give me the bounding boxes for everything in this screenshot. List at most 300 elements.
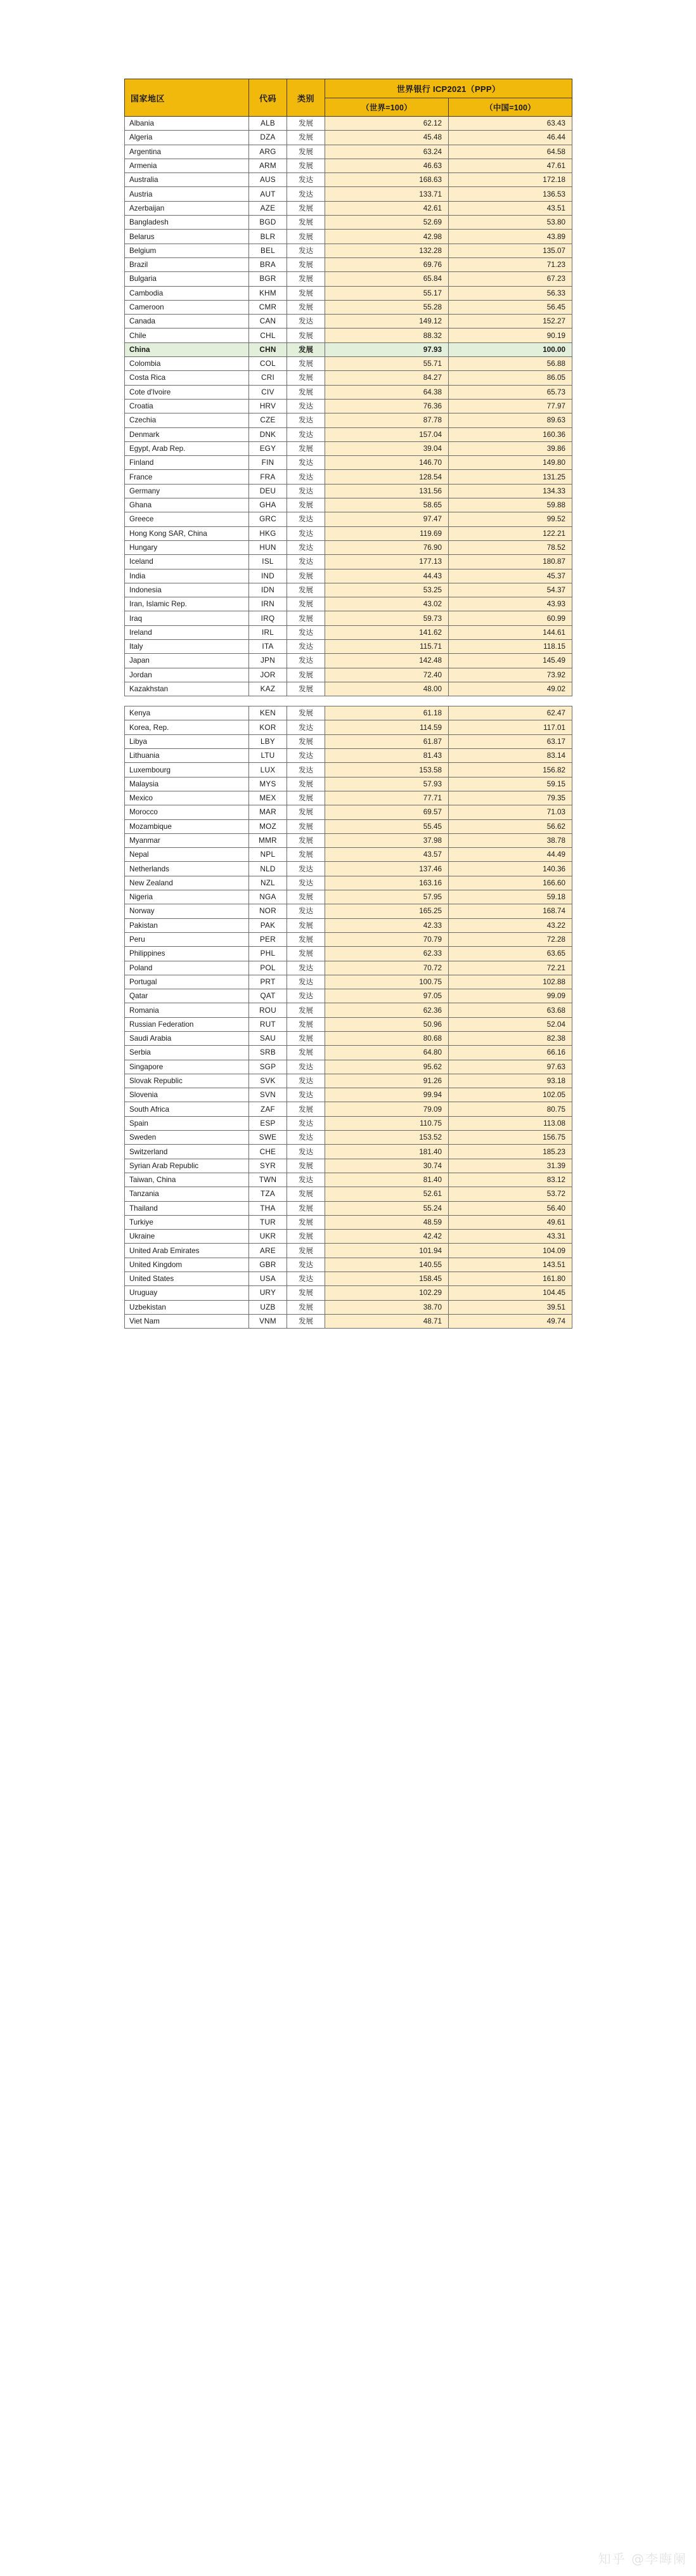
cell-category: 发展 <box>287 1286 325 1300</box>
cell-world-index: 52.69 <box>325 216 449 230</box>
cell-code: SWE <box>249 1131 287 1145</box>
cell-country: Kenya <box>125 706 249 720</box>
table-row <box>125 526 572 540</box>
cell-code: SAU <box>249 1032 287 1046</box>
cell-world-index: 72.40 <box>325 668 449 682</box>
cell-code: CRI <box>249 371 287 385</box>
cell-china-index: 149.80 <box>449 456 572 470</box>
cell-world-index: 76.90 <box>325 540 449 554</box>
cell-country: Belgium <box>125 244 249 257</box>
cell-country: Pakistan <box>125 918 249 932</box>
cell-code: SVK <box>249 1074 287 1088</box>
cell-world-index: 97.93 <box>325 342 449 356</box>
cell-country: Mozambique <box>125 819 249 833</box>
cell-code: ALB <box>249 117 287 131</box>
table-row <box>125 805 572 819</box>
cell-china-index: 113.08 <box>449 1116 572 1130</box>
cell-category: 发展 <box>287 1215 325 1229</box>
table-row <box>125 791 572 805</box>
cell-category: 发展 <box>287 1102 325 1116</box>
cell-country: Costa Rica <box>125 371 249 385</box>
cell-category: 发展 <box>287 1230 325 1244</box>
cell-china-index: 63.68 <box>449 1003 572 1017</box>
cell-category: 发达 <box>287 904 325 918</box>
cell-code: SGP <box>249 1060 287 1074</box>
cell-china-index: 63.43 <box>449 117 572 131</box>
cell-code: PER <box>249 932 287 946</box>
table-row <box>125 187 572 201</box>
cell-country: Tanzania <box>125 1187 249 1201</box>
cell-world-index: 55.24 <box>325 1201 449 1215</box>
cell-world-index: 59.73 <box>325 611 449 625</box>
cell-world-index: 53.25 <box>325 583 449 597</box>
cell-world-index: 168.63 <box>325 173 449 187</box>
cell-category: 发展 <box>287 569 325 583</box>
table-row <box>125 706 572 720</box>
cell-china-index: 136.53 <box>449 187 572 201</box>
table-row <box>125 763 572 777</box>
table-header <box>125 79 572 117</box>
cell-world-index: 140.55 <box>325 1258 449 1272</box>
cell-world-index: 50.96 <box>325 1017 449 1031</box>
cell-country: Turkiye <box>125 1215 249 1229</box>
cell-china-index: 52.04 <box>449 1017 572 1031</box>
cell-world-index: 142.48 <box>325 654 449 668</box>
table-row <box>125 975 572 989</box>
cell-category: 发展 <box>287 734 325 748</box>
cell-code: BGR <box>249 272 287 286</box>
cell-country: Italy <box>125 639 249 653</box>
cell-china-index: 56.88 <box>449 357 572 371</box>
cell-country: Egypt, Arab Rep. <box>125 441 249 455</box>
cell-country: Cambodia <box>125 286 249 300</box>
cell-category: 发达 <box>287 470 325 484</box>
table-row <box>125 1187 572 1201</box>
table-row <box>125 399 572 413</box>
table-row <box>125 1201 572 1215</box>
cell-category: 发展 <box>287 201 325 215</box>
cell-category: 发展 <box>287 1201 325 1215</box>
cell-china-index: 97.63 <box>449 1060 572 1074</box>
cell-country: Bangladesh <box>125 216 249 230</box>
cell-country: Viet Nam <box>125 1314 249 1328</box>
cell-category: 发展 <box>287 498 325 512</box>
cell-code: TWN <box>249 1173 287 1187</box>
cell-category: 发达 <box>287 456 325 470</box>
cell-world-index: 61.87 <box>325 734 449 748</box>
cell-country: Croatia <box>125 399 249 413</box>
table-row <box>125 1032 572 1046</box>
cell-category: 发达 <box>287 1060 325 1074</box>
table-row <box>125 625 572 639</box>
cell-world-index: 153.52 <box>325 1131 449 1145</box>
cell-code: TUR <box>249 1215 287 1229</box>
table-row <box>125 456 572 470</box>
cell-world-index: 163.16 <box>325 876 449 890</box>
cell-country: Czechia <box>125 413 249 427</box>
cell-country: Iran, Islamic Rep. <box>125 597 249 611</box>
cell-code: BLR <box>249 230 287 244</box>
table-row <box>125 862 572 876</box>
cell-china-index: 47.61 <box>449 159 572 172</box>
cell-world-index: 133.71 <box>325 187 449 201</box>
cell-category: 发展 <box>287 1244 325 1258</box>
cell-china-index: 45.37 <box>449 569 572 583</box>
cell-category: 发达 <box>287 639 325 653</box>
cell-world-index: 39.04 <box>325 441 449 455</box>
cell-world-index: 55.71 <box>325 357 449 371</box>
cell-category: 发达 <box>287 244 325 257</box>
cell-world-index: 58.65 <box>325 498 449 512</box>
cell-category: 发达 <box>287 654 325 668</box>
cell-code: GBR <box>249 1258 287 1272</box>
cell-country: Morocco <box>125 805 249 819</box>
cell-world-index: 77.71 <box>325 791 449 805</box>
table-row <box>125 890 572 904</box>
cell-country: China <box>125 342 249 356</box>
cell-world-index: 52.61 <box>325 1187 449 1201</box>
cell-category: 发展 <box>287 583 325 597</box>
cell-code: ROU <box>249 1003 287 1017</box>
header-row-top <box>125 79 572 98</box>
cell-china-index: 72.21 <box>449 961 572 975</box>
cell-country: Mexico <box>125 791 249 805</box>
table-row <box>125 1116 572 1130</box>
cell-world-index: 48.71 <box>325 1314 449 1328</box>
table-row <box>125 427 572 441</box>
cell-world-index: 81.40 <box>325 1173 449 1187</box>
cell-china-index: 73.92 <box>449 668 572 682</box>
cell-country: Jordan <box>125 668 249 682</box>
cell-code: LBY <box>249 734 287 748</box>
table-row <box>125 201 572 215</box>
cell-world-index: 165.25 <box>325 904 449 918</box>
cell-china-index: 49.61 <box>449 1215 572 1229</box>
table-row <box>125 145 572 159</box>
cell-world-index: 57.95 <box>325 890 449 904</box>
cell-country: Armenia <box>125 159 249 172</box>
cell-china-index: 56.62 <box>449 819 572 833</box>
cell-country: Slovenia <box>125 1088 249 1102</box>
cell-country: Austria <box>125 187 249 201</box>
cell-code: KEN <box>249 706 287 720</box>
cell-country: Brazil <box>125 257 249 271</box>
cell-category: 发达 <box>287 1116 325 1130</box>
cell-china-index: 56.33 <box>449 286 572 300</box>
table-row <box>125 833 572 847</box>
cell-country: Ghana <box>125 498 249 512</box>
cell-code: BRA <box>249 257 287 271</box>
table-row <box>125 1088 572 1102</box>
column-header-country: 国家地区 <box>125 79 249 117</box>
cell-category: 发达 <box>287 512 325 526</box>
cell-world-index: 43.57 <box>325 848 449 862</box>
cell-code: MYS <box>249 777 287 791</box>
cell-china-index: 131.25 <box>449 470 572 484</box>
cell-country: Hungary <box>125 540 249 554</box>
table-row <box>125 1060 572 1074</box>
cell-code: MMR <box>249 833 287 847</box>
cell-country: Singapore <box>125 1060 249 1074</box>
cell-code: ZAF <box>249 1102 287 1116</box>
table-row <box>125 1215 572 1229</box>
cell-category: 发展 <box>287 300 325 314</box>
cell-country: Japan <box>125 654 249 668</box>
cell-code: ITA <box>249 639 287 653</box>
cell-china-index: 38.78 <box>449 833 572 847</box>
cell-world-index: 119.69 <box>325 526 449 540</box>
cell-category: 发达 <box>287 173 325 187</box>
table-row <box>125 734 572 748</box>
cell-world-index: 131.56 <box>325 484 449 498</box>
cell-category: 发达 <box>287 427 325 441</box>
table-row <box>125 244 572 257</box>
cell-china-index: 71.03 <box>449 805 572 819</box>
cell-category: 发展 <box>287 791 325 805</box>
cell-category: 发展 <box>287 357 325 371</box>
cell-code: COL <box>249 357 287 371</box>
cell-code: VNM <box>249 1314 287 1328</box>
cell-category: 发达 <box>287 625 325 639</box>
cell-code: EGY <box>249 441 287 455</box>
cell-world-index: 76.36 <box>325 399 449 413</box>
cell-china-index: 63.17 <box>449 734 572 748</box>
cell-country: Netherlands <box>125 862 249 876</box>
cell-code: CMR <box>249 300 287 314</box>
cell-china-index: 156.82 <box>449 763 572 777</box>
cell-world-index: 48.00 <box>325 682 449 696</box>
cell-world-index: 81.43 <box>325 749 449 763</box>
table-row <box>125 961 572 975</box>
cell-code: PAK <box>249 918 287 932</box>
cell-category: 发达 <box>287 1145 325 1159</box>
cell-world-index: 158.45 <box>325 1272 449 1286</box>
table-row <box>125 117 572 131</box>
cell-china-index: 180.87 <box>449 555 572 569</box>
cell-china-index: 46.44 <box>449 131 572 145</box>
cell-country: Philippines <box>125 947 249 961</box>
cell-country: Australia <box>125 173 249 187</box>
table-row <box>125 230 572 244</box>
cell-code: DEU <box>249 484 287 498</box>
cell-code: SVN <box>249 1088 287 1102</box>
cell-china-index: 102.05 <box>449 1088 572 1102</box>
cell-world-index: 70.79 <box>325 932 449 946</box>
table-row <box>125 989 572 1003</box>
cell-code: GRC <box>249 512 287 526</box>
column-header-world-index: （世界=100） <box>325 98 449 117</box>
cell-category: 发达 <box>287 720 325 734</box>
cell-code: NLD <box>249 862 287 876</box>
cell-country: Argentina <box>125 145 249 159</box>
table-row <box>125 498 572 512</box>
cell-china-index: 86.05 <box>449 371 572 385</box>
cell-category: 发展 <box>287 1032 325 1046</box>
cell-code: GHA <box>249 498 287 512</box>
cell-code: MOZ <box>249 819 287 833</box>
page-break-spacer-cell <box>125 696 572 706</box>
cell-category: 发展 <box>287 1017 325 1031</box>
cell-category: 发展 <box>287 932 325 946</box>
cell-world-index: 141.62 <box>325 625 449 639</box>
table-row <box>125 1131 572 1145</box>
table-row <box>125 1244 572 1258</box>
table-row <box>125 257 572 271</box>
cell-category: 发展 <box>287 597 325 611</box>
cell-code: JPN <box>249 654 287 668</box>
cell-china-index: 39.51 <box>449 1300 572 1314</box>
cell-country: Iraq <box>125 611 249 625</box>
cell-china-index: 83.14 <box>449 749 572 763</box>
cell-china-index: 134.33 <box>449 484 572 498</box>
table-row <box>125 484 572 498</box>
cell-world-index: 102.29 <box>325 1286 449 1300</box>
cell-code: PRT <box>249 975 287 989</box>
cell-china-index: 65.73 <box>449 385 572 399</box>
table-row <box>125 1272 572 1286</box>
cell-category: 发展 <box>287 1003 325 1017</box>
cell-china-index: 104.09 <box>449 1244 572 1258</box>
cell-country: United States <box>125 1272 249 1286</box>
table-row <box>125 611 572 625</box>
table-row <box>125 413 572 427</box>
cell-country: Spain <box>125 1116 249 1130</box>
cell-world-index: 87.78 <box>325 413 449 427</box>
cell-code: LTU <box>249 749 287 763</box>
cell-country: Chile <box>125 329 249 342</box>
cell-country: Sweden <box>125 1131 249 1145</box>
cell-china-index: 89.63 <box>449 413 572 427</box>
cell-china-index: 102.88 <box>449 975 572 989</box>
table-row <box>125 216 572 230</box>
cell-country: Lithuania <box>125 749 249 763</box>
cell-world-index: 61.18 <box>325 706 449 720</box>
cell-world-index: 100.75 <box>325 975 449 989</box>
cell-category: 发展 <box>287 1187 325 1201</box>
cell-code: PHL <box>249 947 287 961</box>
cell-china-index: 49.02 <box>449 682 572 696</box>
column-header-category: 类别 <box>287 79 325 117</box>
table-row <box>125 315 572 329</box>
table-row <box>125 1159 572 1173</box>
table-row <box>125 159 572 172</box>
table-row <box>125 555 572 569</box>
cell-china-index: 77.97 <box>449 399 572 413</box>
cell-category: 发达 <box>287 989 325 1003</box>
cell-country: Denmark <box>125 427 249 441</box>
cell-china-index: 43.93 <box>449 597 572 611</box>
table-row <box>125 512 572 526</box>
cell-country: Norway <box>125 904 249 918</box>
cell-country: Uruguay <box>125 1286 249 1300</box>
cell-country: Azerbaijan <box>125 201 249 215</box>
cell-category: 发展 <box>287 342 325 356</box>
cell-china-index: 144.61 <box>449 625 572 639</box>
cell-china-index: 71.23 <box>449 257 572 271</box>
cell-country: Indonesia <box>125 583 249 597</box>
cell-category: 发展 <box>287 272 325 286</box>
cell-country: Greece <box>125 512 249 526</box>
cell-code: DNK <box>249 427 287 441</box>
cell-world-index: 97.47 <box>325 512 449 526</box>
cell-country: Luxembourg <box>125 763 249 777</box>
cell-category: 发达 <box>287 1088 325 1102</box>
cell-category: 发展 <box>287 230 325 244</box>
table-row <box>125 173 572 187</box>
cell-china-index: 145.49 <box>449 654 572 668</box>
cell-china-index: 66.16 <box>449 1046 572 1060</box>
cell-country: Nigeria <box>125 890 249 904</box>
cell-country: Syrian Arab Republic <box>125 1159 249 1173</box>
cell-code: JOR <box>249 668 287 682</box>
cell-world-index: 44.43 <box>325 569 449 583</box>
cell-category: 发达 <box>287 876 325 890</box>
cell-world-index: 30.74 <box>325 1159 449 1173</box>
table-row <box>125 1003 572 1017</box>
cell-category: 发展 <box>287 682 325 696</box>
cell-country: Poland <box>125 961 249 975</box>
cell-world-index: 79.09 <box>325 1102 449 1116</box>
cell-world-index: 38.70 <box>325 1300 449 1314</box>
cell-code: ARE <box>249 1244 287 1258</box>
cell-category: 发展 <box>287 257 325 271</box>
cell-code: IDN <box>249 583 287 597</box>
cell-china-index: 49.74 <box>449 1314 572 1328</box>
cell-code: ARG <box>249 145 287 159</box>
table-row <box>125 1230 572 1244</box>
cell-world-index: 43.02 <box>325 597 449 611</box>
cell-world-index: 46.63 <box>325 159 449 172</box>
cell-country: Malaysia <box>125 777 249 791</box>
cell-code: KHM <box>249 286 287 300</box>
table-row <box>125 904 572 918</box>
cell-china-index: 43.22 <box>449 918 572 932</box>
cell-world-index: 157.04 <box>325 427 449 441</box>
cell-code: CHL <box>249 329 287 342</box>
cell-world-index: 63.24 <box>325 145 449 159</box>
cell-category: 发展 <box>287 286 325 300</box>
cell-code: SRB <box>249 1046 287 1060</box>
cell-world-index: 128.54 <box>325 470 449 484</box>
cell-category: 发展 <box>287 371 325 385</box>
cell-china-index: 59.18 <box>449 890 572 904</box>
cell-country: Albania <box>125 117 249 131</box>
cell-category: 发展 <box>287 1314 325 1328</box>
cell-world-index: 153.58 <box>325 763 449 777</box>
cell-category: 发达 <box>287 763 325 777</box>
cell-code: FIN <box>249 456 287 470</box>
table-row <box>125 470 572 484</box>
table-row <box>125 1286 572 1300</box>
cell-china-index: 53.72 <box>449 1187 572 1201</box>
table-row <box>125 300 572 314</box>
cell-code: CHE <box>249 1145 287 1159</box>
cell-category: 发展 <box>287 833 325 847</box>
cell-world-index: 99.94 <box>325 1088 449 1102</box>
cell-china-index: 43.31 <box>449 1230 572 1244</box>
cell-china-index: 185.23 <box>449 1145 572 1159</box>
cell-category: 发展 <box>287 848 325 862</box>
cell-china-index: 118.15 <box>449 639 572 653</box>
table-row <box>125 1314 572 1328</box>
cell-china-index: 60.99 <box>449 611 572 625</box>
cell-category: 发展 <box>287 890 325 904</box>
cell-category: 发达 <box>287 1173 325 1187</box>
table-row <box>125 1046 572 1060</box>
cell-code: ESP <box>249 1116 287 1130</box>
cell-world-index: 97.05 <box>325 989 449 1003</box>
icp-ppp-table <box>124 79 572 1329</box>
